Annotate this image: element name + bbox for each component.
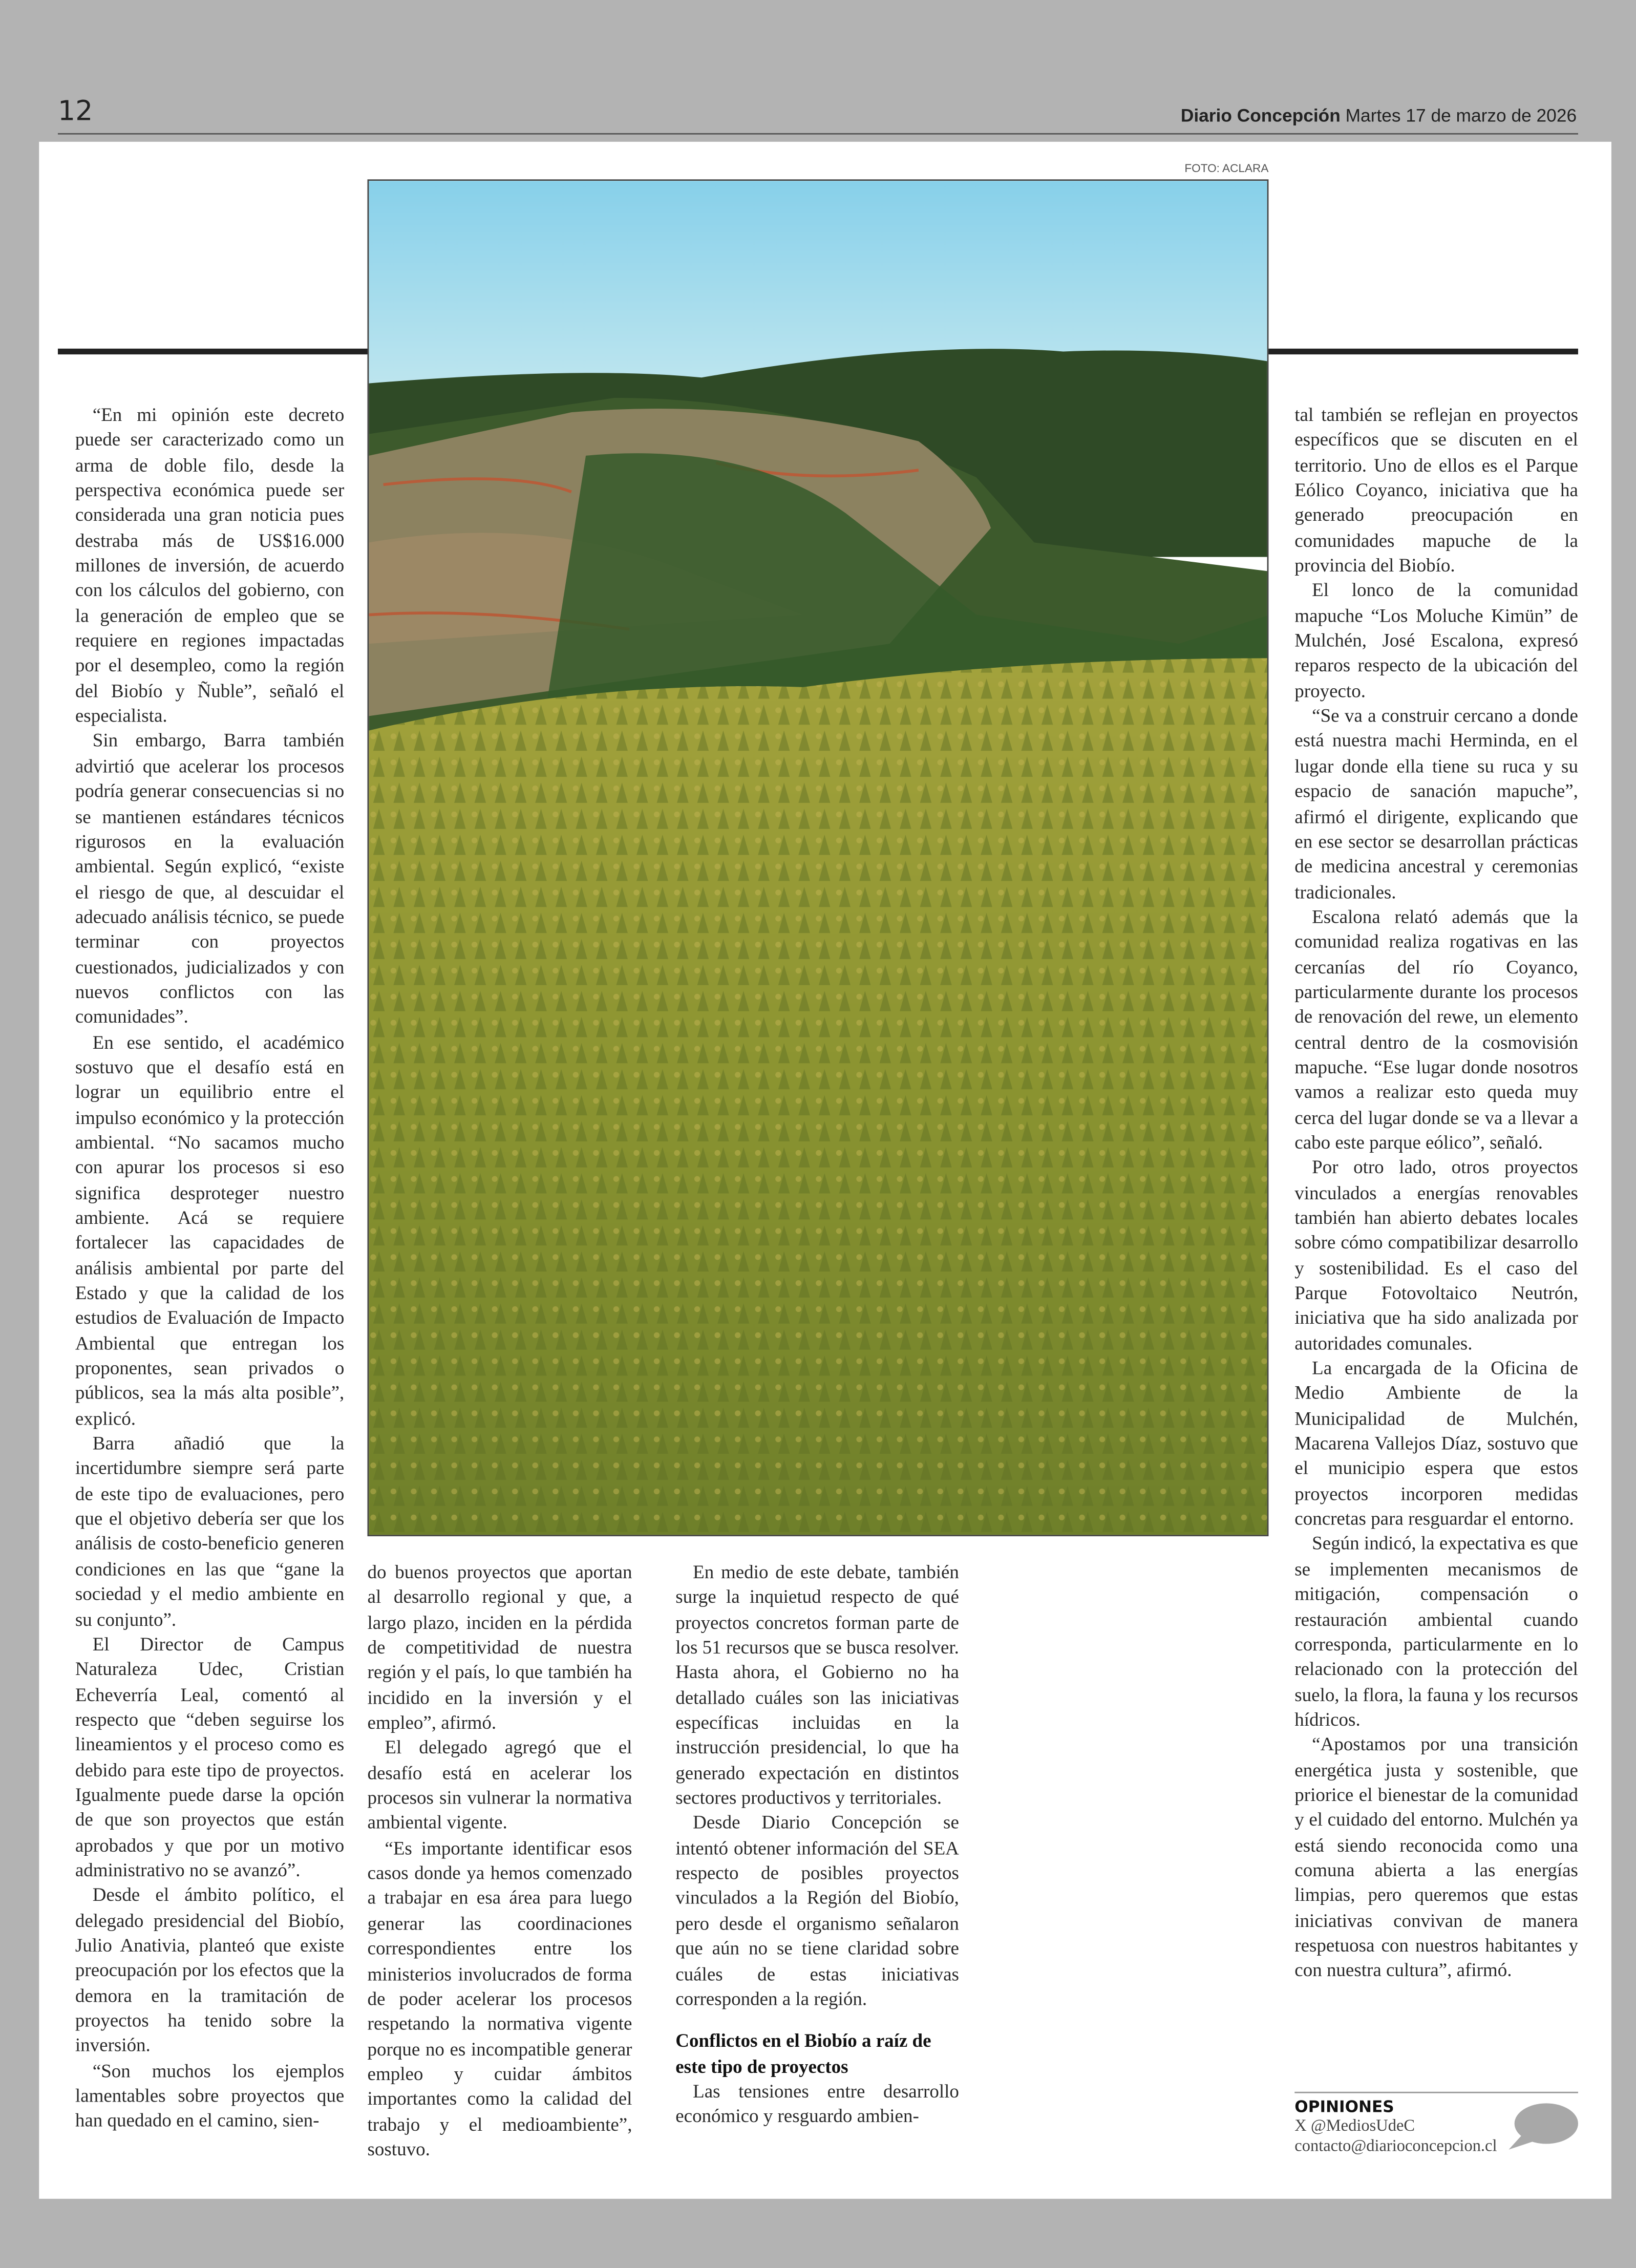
article-paragraph: El delegado agregó que el desafío está en acelerar los procesos sin vulnerar la normativa ambiental vigente.	[367, 1736, 632, 1834]
column-3-body	[675, 1559, 959, 2011]
article-paragraph: Sin embargo, Barra también advirtió que acelerar los procesos podría generar consecuencias si no se mantienen estándares técnicos rigurosos en la evaluación ambiental. Según explicó, “existe el riesgo de que, al descuidar el adecuado análisis técnico, se puede terminar con proyectos cuestionados, judicializados y con nuevos conflictos con las comunidades”.	[75, 730, 345, 1028]
article-paragraph: La encargada de la Oficina de Medio Ambiente de la Municipalidad de Mulchén, Macarena Vallejos Díaz, sostuvo que el municipio espera que estos proyectos incorporen medidas concretas para resguardar el entorno.	[1294, 1356, 1578, 1530]
opinions-social-handle[interactable]: X @MediosUdeC	[1294, 2117, 1415, 2135]
opinions-box	[1294, 2092, 1578, 2157]
article-paragraph: do buenos proyectos que aportan al desarrollo regional y que, a largo plazo, inciden en la pérdida de competitividad de nuestra región y el país, lo que también ha incidido en la inversión y el empleo”, afirmó.	[367, 1561, 632, 1733]
opinions-email[interactable]: contacto@diarioconcepcion.cl	[1294, 2138, 1497, 2156]
page-number: 12	[57, 95, 93, 128]
section-rule-left	[58, 349, 368, 354]
issue-date: Martes 17 de marzo de 2026	[1345, 105, 1577, 126]
speech-bubble-icon	[1506, 2102, 1578, 2154]
column-3-continuation	[675, 2079, 959, 2129]
article-paragraph: “Es importante identificar esos casos donde ya hemos comenzado a trabajar en esa área para luego generar las coordinaciones correspondientes entre los ministerios involucrados de forma de poder acelerar los procesos respetando la normativa vigente porque no es incompatible generar empleo y cuidar ámbitos importantes como la calidad del trabajo y el medioambiente”, sostuvo.	[367, 1837, 632, 2160]
article-paragraph: “Se va a construir cercano a donde está nuestra machi Herminda, en el lugar donde ella tiene su ruca y su espacio de sanación mapuche”, afirmó el dirigente, explicando que en ese sector se desarrollan prácticas de medicina ancestral y ceremonias tradicionales.	[1294, 705, 1578, 902]
article-paragraph: tal también se reflejan en proyectos específicos que se discuten en el territorio. Uno de ellos es el Parque Eólico Coyanco, iniciativa que ha generado preocupación en comunidades mapuche de la provincia del Biobío.	[1294, 404, 1578, 576]
article-paragraph: En ese sentido, el académico sostuvo que el desafío está en lograr un equilibrio entre el impulso económico y la protección ambiental. “No sacamos mucho con apurar los procesos si eso significa desproteger nuestro ambiente. Acá se requiere fortalecer las capacidades de análisis ambiental por parte del Estado y que la calidad de los estudios de Evaluación de Impacto Ambiental que entregan los proponentes, sean privados o públicos, sea la más alta posible”, explicó.	[75, 1031, 345, 1429]
photo-credit: FOTO: ACLARA	[1184, 162, 1269, 175]
article-paragraph: Barra añadió que la incertidumbre siempre será parte de este tipo de evaluaciones, pero que el objetivo debería ser que los análisis de costo-beneficio generen condiciones en las que “gane la sociedad y el medio ambiente en su conjunto”.	[75, 1432, 345, 1630]
article-paragraph: “En mi opinión este decreto puede ser caracterizado como un arma de doble filo, desde la perspectiva económica puede ser considerada una gran noticia pues destraba más de US$16.000 millones de inversión, de acuerdo con los cálculos del gobierno, con la generación de empleo que se requiere en regiones impactadas por el desempleo, como la región del Biobío y Ñuble”, señaló el especialista.	[75, 404, 345, 727]
article-paragraph: El lonco de la comunidad mapuche “Los Moluche Kimün” de Mulchén, José Escalona, expresó reparos respecto de la ubicación del proyecto.	[1294, 579, 1578, 702]
article-paragraph: Según indicó, la expectativa es que se implementen mecanismos de mitigación, compensación o restauración ambiental cuando corresponda, particularmente en lo relacionado con la protección del suelo, la flora, la fauna y los recursos hídricos.	[1294, 1532, 1578, 1730]
paper-name: Diario Concepción	[1180, 105, 1341, 126]
masthead	[1181, 105, 1577, 126]
article-paragraph: Desde Diario Concepción se intentó obtener información del SEA respecto de posibles proyectos vinculados a la Región del Biobío, pero desde el organismo señalaron que aún no se tiene claridad sobre cuáles de estas iniciativas corresponden a la región.	[675, 1812, 959, 2009]
subheading: Conflictos en el Biobío a raíz de este tipo de proyectos	[675, 2029, 931, 2077]
article-paragraph: Escalona relató además que la comunidad realiza rogativas en las cercanías del río Coyanco, particularmente durante los procesos de renovación del rewe, un elemento central dentro de la cosmovisión mapuche. “Ese lugar donde nosotros vamos a realizar esto queda muy cerca del lugar donde se va a llevar a cabo este parque eólico”, señaló.	[1294, 905, 1578, 1153]
article-column-3	[675, 1559, 959, 2129]
article-column-2	[368, 1559, 632, 2161]
article-column-1	[75, 402, 344, 2133]
article-paragraph: En medio de este debate, también surge la inquietud respecto de qué proyectos concretos forman parte de los 51 recursos que se busca resolver. Hasta ahora, el Gobierno no ha detallado cuáles son las iniciativas específicas incluidas en la instrucción presidencial, lo que ha generado expectación en distintos sectores productivos y territoriales.	[675, 1561, 959, 1809]
header-rule	[58, 133, 1578, 135]
article-paragraph: El Director de Campus Naturaleza Udec, Cristian Echeverría Leal, comentó al respecto que “deben seguirse los lineamientos y el proceso como es debido para este tipo de proyectos. Igualmente puede darse la opción de que son proyectos que están aprobados y que por un motivo administrativo no se avanzó”.	[75, 1633, 345, 1881]
article-paragraph: Las tensiones entre desarrollo económico y resguardo ambien-	[675, 2080, 959, 2127]
article-column-4	[1294, 402, 1578, 1983]
forest-photo	[368, 179, 1269, 1536]
article-paragraph: “Apostamos por una transición energética justa y sostenible, que priorice el bienestar de la comunidad y el cuidado del entorno. Mulchén ya está siendo reconocida como una comuna abierta a las energías limpias, pero queremos que estas iniciativas convivan de manera respetuosa con nuestros habitantes y con nuestra cultura”, afirmó.	[1294, 1733, 1578, 1981]
article-paragraph: “Son muchos los ejemplos lamentables sobre proyectos que han quedado en el camino, sien-	[75, 2059, 345, 2132]
forest-landscape-image	[369, 181, 1268, 1536]
article-paragraph: Por otro lado, otros proyectos vinculados a energías renovables también han abierto debates locales sobre cómo compatibilizar desarrollo y sostenibilidad. Es el caso del Parque Fotovoltaico Neutrón, iniciativa que ha sido analizada por autoridades comunales.	[1294, 1156, 1578, 1354]
opinions-title: OPINIONES	[1294, 2097, 1394, 2116]
section-rule-right	[1268, 349, 1578, 354]
article-paragraph: Desde el ámbito político, el delegado presidencial del Biobío, Julio Anativia, planteó que existe preocupación por los efectos que la demora en la tramitación de proyectos ha tenido sobre la inversión.	[75, 1883, 345, 2057]
